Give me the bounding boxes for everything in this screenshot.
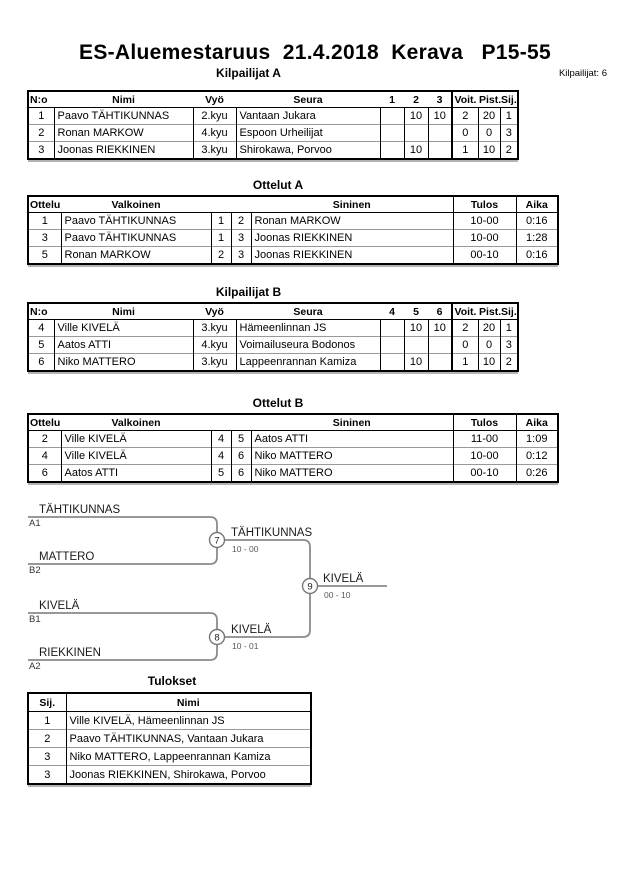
col-header-match: Ottelu	[28, 196, 61, 213]
section-title-pool-a: Kilpailijat A	[216, 66, 281, 80]
col-header-result: Tulos	[453, 196, 516, 213]
col-header-name: Nimi	[54, 91, 193, 108]
cell-place: 1	[500, 108, 518, 125]
cell-result: 11-00	[453, 431, 516, 448]
cell-place: 3	[28, 766, 66, 785]
cell-score-3: 10	[428, 108, 452, 125]
competitor-row	[28, 354, 518, 372]
matches-a-header-row	[28, 196, 558, 213]
col-header-club: Seura	[236, 303, 380, 320]
cell-wins: 0	[452, 125, 478, 142]
section-title-results: Tulokset	[147, 674, 197, 688]
cell-club: Lappeenrannan Kamiza	[236, 354, 380, 372]
cell-blue-no: 5	[231, 431, 251, 448]
cell-score-2: 10	[404, 142, 428, 160]
cell-score-1	[380, 125, 404, 142]
cell-score-4	[380, 354, 404, 372]
cell-blue-name: Niko MATTERO	[251, 448, 453, 465]
matches-b-table	[27, 413, 559, 483]
cell-white-name: Paavo TÄHTIKUNNAS	[61, 213, 211, 230]
cell-blue-name: Aatos ATTI	[251, 431, 453, 448]
col-header-place: Sij.	[28, 693, 66, 712]
cell-no: 5	[28, 337, 54, 354]
cell-points: 0	[478, 337, 500, 354]
cell-time: 1:09	[516, 431, 558, 448]
cell-place: 3	[500, 337, 518, 354]
bracket-line-entry-1	[28, 517, 217, 533]
cell-score-6	[428, 337, 452, 354]
cell-white-no: 4	[211, 431, 231, 448]
col-header-blue: Sininen	[251, 414, 453, 431]
match-number: 7	[214, 535, 220, 547]
cell-place: 2	[500, 142, 518, 160]
result-row	[28, 712, 311, 730]
bracket-match-score: 10 - 01	[232, 641, 259, 651]
bracket-entry-seed: A2	[29, 661, 41, 672]
cell-blue-name: Joonas RIEKKINEN	[251, 247, 453, 265]
cell-no: 1	[38, 110, 45, 122]
cell-match-no: 1	[41, 215, 48, 227]
cell-belt: 2.kyu	[193, 108, 236, 125]
cell-wins: 2	[452, 108, 478, 125]
bracket-winner-name: TÄHTIKUNNAS	[231, 527, 313, 539]
bracket-entry-name: RIEKKINEN	[39, 647, 101, 659]
cell-time: 0:12	[516, 448, 558, 465]
cell-club: Espoon Urheilijat	[236, 125, 380, 142]
cell-name: Ronan MARKOW	[54, 125, 193, 142]
cell-time: 0:26	[516, 465, 558, 483]
cell-place: 1	[500, 320, 518, 337]
cell-no: 3	[28, 142, 54, 160]
bracket-line-entry-3	[28, 613, 217, 630]
col-header-opp2: 2	[404, 91, 428, 108]
cell-place: 3	[500, 125, 518, 142]
match-row	[28, 465, 558, 483]
results-header-row	[28, 693, 311, 712]
col-header-white-no	[211, 414, 231, 431]
col-header-points: Pist.	[478, 303, 500, 320]
cell-place: 2	[500, 354, 518, 372]
bracket-winner-name: KIVELÄ	[231, 624, 272, 636]
col-header-wins: Voit.	[452, 91, 478, 108]
cell-points: 10	[478, 354, 500, 372]
result-row	[28, 766, 311, 785]
bracket-entry-name: MATTERO	[39, 551, 95, 563]
col-header-opp6: 6	[428, 303, 452, 320]
cell-name: Ville KIVELÄ, Hämeenlinnan JS	[66, 712, 311, 730]
cell-points: 10	[478, 142, 500, 160]
cell-white-no: 4	[211, 448, 231, 465]
cell-name: Aatos ATTI	[54, 337, 193, 354]
cell-result: 10-00	[453, 213, 516, 230]
cell-place: 2	[28, 730, 66, 748]
cell-score-5	[404, 337, 428, 354]
col-header-place: Sij.	[500, 91, 518, 108]
cell-score-6: 10	[428, 320, 452, 337]
cell-time: 0:16	[516, 213, 558, 230]
cell-name: Paavo TÄHTIKUNNAS, Vantaan Jukara	[66, 730, 311, 748]
cell-points: 0	[478, 125, 500, 142]
cell-score-2: 10	[404, 108, 428, 125]
col-header-no: N:o	[28, 91, 54, 108]
bracket-match-score: 10 - 00	[232, 544, 259, 554]
col-header-match: Ottelu	[28, 414, 61, 431]
cell-name: Paavo TÄHTIKUNNAS	[54, 108, 193, 125]
pool-b-header-row	[28, 303, 518, 320]
cell-blue-no: 3	[231, 230, 251, 247]
bracket-entry-name: KIVELÄ	[39, 600, 80, 612]
cell-score-4	[380, 320, 404, 337]
match-row	[28, 230, 558, 247]
col-header-place: Sij.	[500, 303, 518, 320]
col-header-blue-no	[231, 196, 251, 213]
cell-belt: 3.kyu	[193, 354, 236, 372]
matches-a-table	[27, 195, 559, 265]
elimination-bracket	[20, 495, 400, 680]
bracket-match-score: 00 - 10	[324, 590, 351, 600]
pool-a-table	[27, 90, 519, 160]
cell-match-no: 4	[28, 448, 61, 465]
cell-blue-no: 6	[231, 465, 251, 483]
cell-belt: 4.kyu	[193, 125, 236, 142]
cell-match-no: 3	[28, 230, 61, 247]
col-header-opp4: 4	[380, 303, 404, 320]
section-title-matches-b: Ottelut B	[252, 396, 304, 410]
competitor-row	[28, 320, 518, 337]
col-header-opp3: 3	[428, 91, 452, 108]
cell-white-name: Ville KIVELÄ	[61, 448, 211, 465]
cell-score-4	[380, 337, 404, 354]
cell-match-no: 2	[41, 433, 48, 445]
col-header-result: Tulos	[453, 414, 516, 431]
pool-a-header-row	[28, 91, 518, 108]
col-header-belt: Vyö	[193, 91, 236, 108]
cell-white-no: 1	[211, 213, 231, 230]
cell-wins: 1	[452, 354, 478, 372]
cell-no: 6	[28, 354, 54, 372]
col-header-white: Valkoinen	[61, 414, 211, 431]
col-header-opp1: 1	[380, 91, 404, 108]
match-row	[28, 431, 558, 448]
bracket-entry-seed: B1	[29, 614, 41, 625]
col-header-opp5: 5	[404, 303, 428, 320]
cell-score-1	[380, 142, 404, 160]
cell-blue-name: Ronan MARKOW	[251, 213, 453, 230]
match-number: 8	[214, 632, 220, 644]
cell-white-name: Paavo TÄHTIKUNNAS	[61, 230, 211, 247]
cell-score-2	[404, 125, 428, 142]
cell-score-6	[428, 354, 452, 372]
cell-wins: 2	[452, 320, 478, 337]
cell-score-3	[428, 125, 452, 142]
cell-belt: 4.kyu	[193, 337, 236, 354]
col-header-no: N:o	[28, 303, 54, 320]
cell-time: 1:28	[516, 230, 558, 247]
col-header-time: Aika	[516, 414, 558, 431]
result-row	[28, 730, 311, 748]
cell-score-5: 10	[404, 320, 428, 337]
cell-wins: 0	[452, 337, 478, 354]
col-header-white-no	[211, 196, 231, 213]
match-row	[28, 247, 558, 265]
cell-name: Joonas RIEKKINEN, Shirokawa, Porvoo	[66, 766, 311, 785]
match-number: 9	[307, 581, 313, 593]
cell-result: 00-10	[453, 247, 516, 265]
page-title: ES-Aluemestaruus 21.4.2018 Kerava P15-55	[79, 41, 551, 64]
cell-blue-no: 3	[231, 247, 251, 265]
cell-belt: 3.kyu	[193, 320, 236, 337]
cell-score-5: 10	[404, 354, 428, 372]
col-header-name: Nimi	[66, 693, 311, 712]
cell-name: Joonas RIEKKINEN	[54, 142, 193, 160]
cell-white-name: Aatos ATTI	[61, 465, 211, 483]
cell-score-1	[380, 108, 404, 125]
cell-place: 3	[28, 748, 66, 766]
cell-place: 1	[44, 714, 51, 727]
col-header-wins: Voit.	[452, 303, 478, 320]
results-table	[27, 692, 312, 785]
col-header-time: Aika	[516, 196, 558, 213]
competitor-row	[28, 108, 518, 125]
competitor-row	[28, 142, 518, 160]
cell-club: Hämeenlinnan JS	[236, 320, 380, 337]
col-header-white: Valkoinen	[61, 196, 211, 213]
col-header-name: Nimi	[54, 303, 193, 320]
col-header-blue: Sininen	[251, 196, 453, 213]
bracket-champion-name: KIVELÄ	[323, 573, 364, 585]
cell-match-no: 6	[28, 465, 61, 483]
matches-b-header-row	[28, 414, 558, 431]
cell-result: 00-10	[453, 465, 516, 483]
cell-blue-no: 2	[231, 213, 251, 230]
cell-wins: 1	[452, 142, 478, 160]
cell-club: Shirokawa, Porvoo	[236, 142, 380, 160]
match-row	[28, 213, 558, 230]
cell-match-no: 5	[28, 247, 61, 265]
competitors-count: Kilpailijat: 6	[558, 68, 607, 79]
cell-no: 2	[28, 125, 54, 142]
cell-score-3	[428, 142, 452, 160]
bracket-entry-seed: B2	[29, 565, 41, 576]
cell-points: 20	[478, 108, 500, 125]
cell-result: 10-00	[453, 230, 516, 247]
cell-blue-no: 6	[231, 448, 251, 465]
cell-no: 4	[38, 322, 45, 334]
section-title-matches-a: Ottelut A	[252, 178, 304, 192]
cell-points: 20	[478, 320, 500, 337]
cell-name: Niko MATTERO, Lappeenrannan Kamiza	[66, 748, 311, 766]
match-row	[28, 448, 558, 465]
cell-white-name: Ronan MARKOW	[61, 247, 211, 265]
competitor-row	[28, 337, 518, 354]
cell-club: Voimailuseura Bodonos	[236, 337, 380, 354]
pool-b-table	[27, 302, 519, 372]
cell-white-no: 1	[211, 230, 231, 247]
bracket-entry-name: TÄHTIKUNNAS	[39, 504, 121, 516]
cell-white-no: 2	[211, 247, 231, 265]
cell-club: Vantaan Jukara	[236, 108, 380, 125]
section-title-pool-b: Kilpailijat B	[215, 285, 282, 299]
cell-time: 0:16	[516, 247, 558, 265]
cell-blue-name: Joonas RIEKKINEN	[251, 230, 453, 247]
result-row	[28, 748, 311, 766]
competitor-row	[28, 125, 518, 142]
cell-name: Niko MATTERO	[54, 354, 193, 372]
cell-white-name: Ville KIVELÄ	[61, 431, 211, 448]
cell-result: 10-00	[453, 448, 516, 465]
col-header-points: Pist.	[478, 91, 500, 108]
cell-blue-name: Niko MATTERO	[251, 465, 453, 483]
col-header-club: Seura	[236, 91, 380, 108]
bracket-entry-seed: A1	[29, 518, 41, 529]
col-header-belt: Vyö	[193, 303, 236, 320]
cell-white-no: 5	[211, 465, 231, 483]
col-header-blue-no	[231, 414, 251, 431]
cell-name: Ville KIVELÄ	[54, 320, 193, 337]
cell-belt: 3.kyu	[193, 142, 236, 160]
